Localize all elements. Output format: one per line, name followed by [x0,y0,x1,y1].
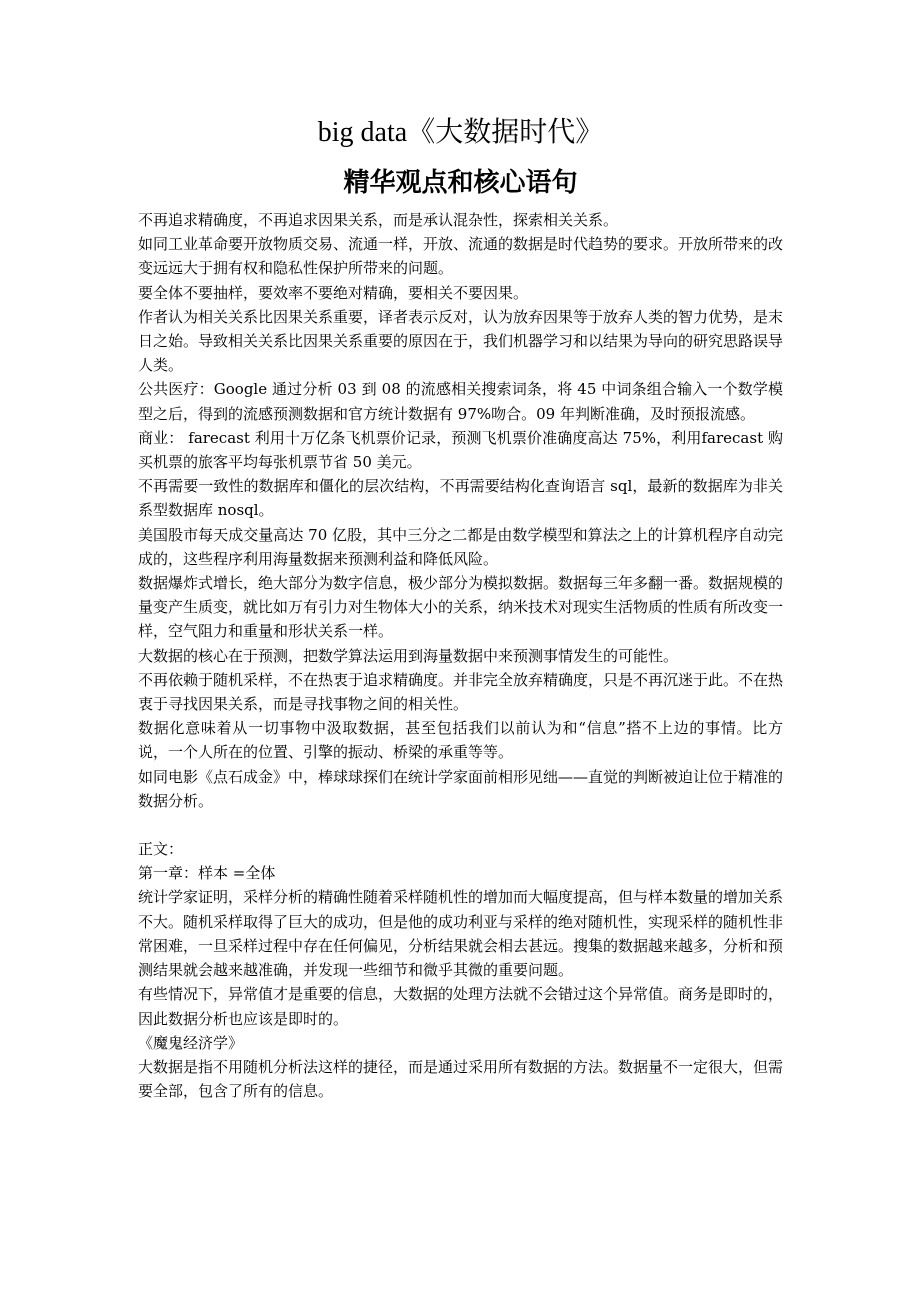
paragraph: 公共医疗：Google 通过分析 03 到 08 的流感相关搜索词条，将 45 中词条组合输入一个数学模型之后，得到的流感预测数据和官方统计数据有 97%吻合。09 年判断准确，及时预报流感。 [138,380,783,423]
paragraph: 大数据是指不用随机分析法这样的捷径，而是通过采用所有数据的方法。数据量不一定很大，但需要全部，包含了所有的信息。 [138,1057,784,1101]
paragraph: 不再需要一致性的数据库和僵化的层次结构，不再需要结构化查询语言 sql，最新的数据库为非关系型数据库 nosql。 [138,477,783,520]
paragraph: 数据化意味着从一切事物中汲取数据，甚至包括我们以前认为和“信息”搭不上边的事情。比方说，一个人所在的位置、引擎的振动、桥梁的承重等等。 [138,719,783,762]
document-title: big data《大数据时代》 [317,117,604,148]
paragraph: 美国股市每天成交量高达 70 亿股，其中三分之二都是由数学模型和算法之上的计算机程序自动完成的，这些程序利用海量数据来预测利益和降低风险。 [138,525,783,568]
document-page [138,110,783,1103]
paragraph: 如同工业革命要开放物质交易、流通一样，开放、流通的数据是时代趋势的要求。开放所带来的改变远远大于拥有权和隐私性保护所带来的问题。 [138,235,784,278]
paragraph: 不再依赖于随机采样，不在热衷于追求精确度。并非完全放弃精确度，只是不再沉迷于此。不在热衷于寻找因果关系，而是寻找事物之间的相关性。 [138,670,784,714]
paragraph: 商业： farecast 利用十万亿条飞机票价记录，预测飞机票价准确度高达 75%，利用farecast 购买机票的旅客平均每张机票节省 50 美元。 [138,428,783,472]
paragraph: 统计学家证明，采样分析的精确性随着采样随机性的增加而大幅度提高，但与样本数量的增加关系不大。随机采样取得了巨大的成功，但是他的成功利亚与采样的绝对随机性，实现采样的随机性非常困难，一旦采样过程中存在任何偏见，分析结果就会相去甚远。搜集的数据越来越多，分析和预测结果就会越来越准确，并发现一些细节和微乎其微的重要问题。 [138,888,784,980]
paragraph: 如同电影《点石成金》中，棒球球探们在统计学家面前相形见绌——直觉的判断被迫让位于精准的数据分析。 [138,767,784,810]
body-label: 正文： [138,840,184,859]
body-section [138,837,783,1103]
paragraph: 数据爆炸式增长，绝大部分为数字信息，极少部分为模拟数据。数据每三年多翻一番。数据规模的量变产生质变，就比如万有引力对生物体大小的关系，纳米技术对现实生活物质的性质有所改变一样，空气阻力和重量和形状关系一样。 [138,574,784,641]
paragraph: 作者认为相关关系比因果关系重要，译者表示反对，认为放弃因果等于放弃人类的智力优势，是末日之始。导致相关关系比因果关系重要的原因在于，我们机器学习和以结果为导向的研究思路误导人类。 [138,307,784,375]
document-subtitle: 精华观点和核心语句 [343,168,578,198]
chapter-title: 第一章：样本 =全体 [138,864,276,883]
paragraph: 有些情况下，异常值才是重要的信息，大数据的处理方法就不会错过这个异常值。商务是即时的，因此数据分析也应该是即时的。 [138,985,784,1028]
blank-line [138,813,783,837]
highlights-section [138,208,783,813]
book-reference: 《魔鬼经济学》 [138,1033,244,1052]
paragraph: 要全体不要抽样，要效率不要绝对精确，要相关不要因果。 [138,283,529,302]
paragraph: 大数据的核心在于预测，把数学算法运用到海量数据中来预测事情发生的可能性。 [138,646,679,665]
paragraph: 不再追求精确度，不再追求因果关系，而是承认混杂性，探索相关关系。 [138,211,619,229]
